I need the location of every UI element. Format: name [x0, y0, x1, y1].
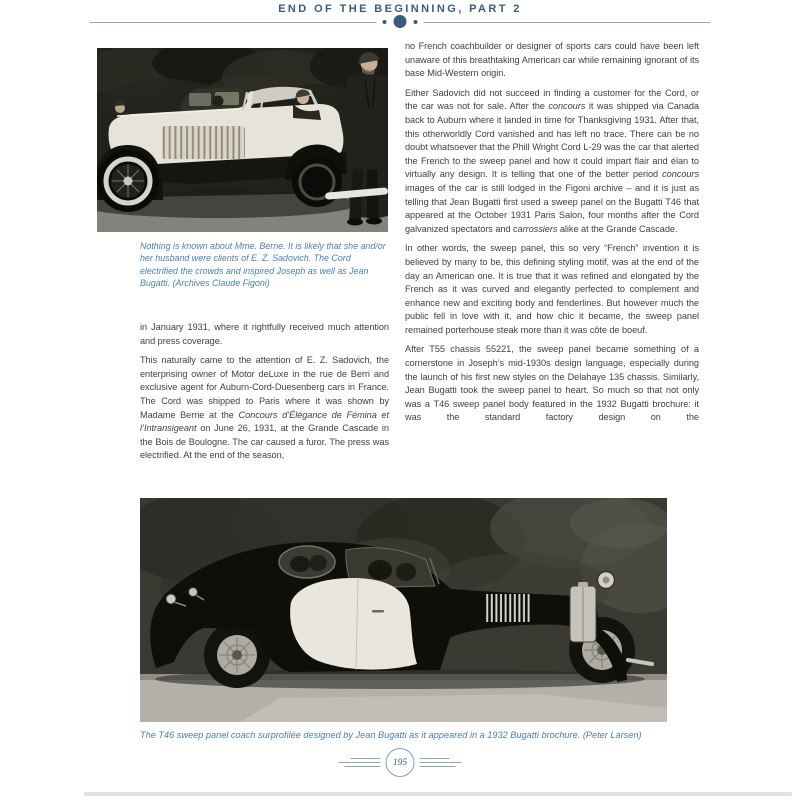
ornament-dot-left-icon	[383, 20, 387, 24]
page-bottom-edge	[84, 792, 792, 796]
italic-term: carrossiers	[513, 223, 558, 234]
right-column	[405, 40, 699, 431]
text-segment: it was shipped via Canada back to Auburn where it landed in time for Thanksgiving 1931. After that, this otherworldly Cord vanished and has left no trace. There can be no doubt whatsoever that the Phill Wright Cord L-29 was the car that alerted the French to the sweep panel and how it could impart flair and élan to virtually any design. It is telling that one of the better period	[405, 101, 699, 180]
left-column	[140, 321, 389, 469]
body-paragraph: no French coachbuilder or designer of sports cars could have been left unaware of this breathtaking American car while remaining ignorant of its base Mid-Western origin.	[405, 41, 699, 79]
text-segment: alike at the Grande Cascade.	[557, 223, 678, 234]
italic-term: Concours d’Élégance de Fémina et l’Intransigeant	[140, 409, 389, 434]
page-number-medallion	[339, 748, 462, 777]
italic-term: concours	[548, 101, 586, 112]
body-paragraph: In other words, the sweep panel, this so very “French” invention it is believed by many to be, this defining styling motif, was at the end of the day an American one. It is true that it was refined and elongated by the French as it was curved and elegantly perfected to complement and enhance new and exciting body and fenderlines. But however much the public fell in love with it, and how chic it became, the sweep panel remained porterhouse steak more than it was côte de boeuf.	[405, 243, 699, 335]
text-segment: on June 26, 1931, at the Grande Cascade in the Bois de Boulogne. The car caused a furor. The press was electrified. At the end of the season,	[140, 423, 389, 461]
body-paragraph: After T55 chassis 55221, the sweep panel became something of a cornerstone in Joseph’s mid-1930s design language, especially during the launch of his first new styles on the Delahaye 135 chassis. Similarly, Jean Bugatti took the sweep panel to heart. So much so that not only was a T46 sweep panel body featured in the 1932 Bugatti brochure: it was the standard factory design on the	[405, 344, 699, 423]
body-paragraph	[140, 354, 389, 463]
text-segment: Either Sadovich did not succeed in finding a customer for the Cord, or the car was not for sale. After the	[405, 87, 699, 112]
body-paragraph: in January 1931, where it rightfully received much attention and press coverage.	[140, 322, 389, 346]
medallion-lines-right-icon	[420, 758, 462, 768]
page-number: 195	[386, 748, 415, 777]
chapter-header: END OF THE BEGINNING, PART 2	[278, 3, 522, 15]
body-paragraph	[405, 87, 699, 237]
bugatti-photo-caption: The T46 sweep panel coach surprofilée designed by Jean Bugatti as it appeared in a 1932 Bugatti brochure. (Peter Larsen)	[140, 730, 642, 740]
text-segment: images of the car is still lodged in the Figoni archive – and it is just as telling that Jean Bugatti first used a sweep panel on the Bugatti T46 that appeared at the October 1931 Paris Salon, four months after the Cord galvanized spectators and	[405, 182, 699, 234]
bugatti-photo-illustration	[140, 498, 667, 722]
header-divider-ornament	[377, 15, 424, 28]
cord-photo-caption: Nothing is known about Mme. Berne. It is likely that she and/or her husband were clients of E. Z. Sadovich. The Cord electrified the crowds and inspired Joseph as well as Jean Bugatti. (Archives Claude Figoni)	[140, 241, 386, 289]
ornament-circle-icon	[394, 15, 407, 28]
ornament-dot-right-icon	[414, 20, 418, 24]
cord-photo-illustration	[97, 48, 388, 232]
text-segment: This naturally came to the attention of E. Z. Sadovich, the enterprising owner of Motor deLuxe in the rue de Berri and exclusive agent for Auburn-Cord-Duesenberg cars in France. The Cord was shipped to Paris where it was shown by Madame Berne at the	[140, 355, 389, 420]
photo-bugatti-t46	[140, 498, 667, 722]
photo-cord-l29	[97, 48, 388, 232]
italic-term: concours	[662, 169, 699, 180]
medallion-lines-left-icon	[339, 758, 381, 768]
